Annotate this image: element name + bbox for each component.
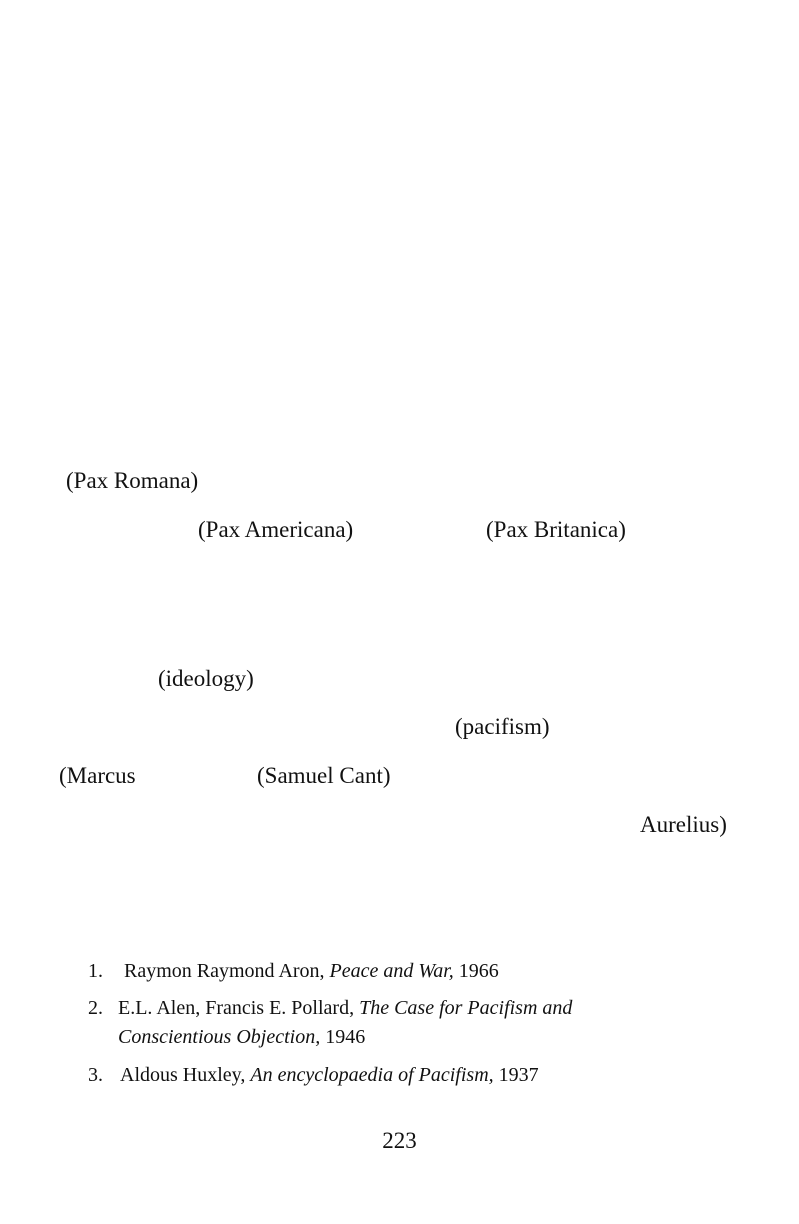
term-pax-americana: (Pax Americana) xyxy=(198,517,354,542)
term-pacifism: (pacifism) xyxy=(455,714,550,739)
footnote-number: 3. xyxy=(88,1064,103,1086)
term-samuel-cant: (Samuel Cant) xyxy=(257,763,391,788)
footnote-author: Aldous Huxley, xyxy=(120,1064,251,1086)
footnote-1 xyxy=(124,958,499,984)
footnote-number: 2. xyxy=(88,997,103,1019)
footnote-number: 1. xyxy=(88,960,103,982)
footnote-3 xyxy=(120,1062,539,1088)
footnote-author: Raymon Raymond Aron, xyxy=(124,960,330,982)
footnote-title: An encyclopaedia of Pacifism, xyxy=(250,1064,494,1086)
term-pax-romana: (Pax Romana) xyxy=(66,468,199,493)
term-ideology: (ideology) xyxy=(158,666,254,691)
footnote-year: 1946 xyxy=(320,1026,366,1048)
footnote-title: Peace and War, xyxy=(329,960,454,982)
footnote-author: E.L. Alen, Francis E. Pollard, xyxy=(118,997,360,1019)
term-marcus: (Marcus xyxy=(59,763,136,788)
term-pax-britanica: (Pax Britanica) xyxy=(486,517,626,542)
footnote-title: The Case for Pacifism and xyxy=(359,997,573,1019)
footnote-year: 1937 xyxy=(493,1064,539,1086)
footnote-2-continued xyxy=(118,1024,365,1050)
term-aurelius: Aurelius) xyxy=(640,812,727,837)
footnote-title: Conscientious Objection, xyxy=(118,1026,321,1048)
footnote-year: 1966 xyxy=(453,960,499,982)
footnote-2 xyxy=(118,995,718,1021)
page-number: 223 xyxy=(382,1128,417,1153)
